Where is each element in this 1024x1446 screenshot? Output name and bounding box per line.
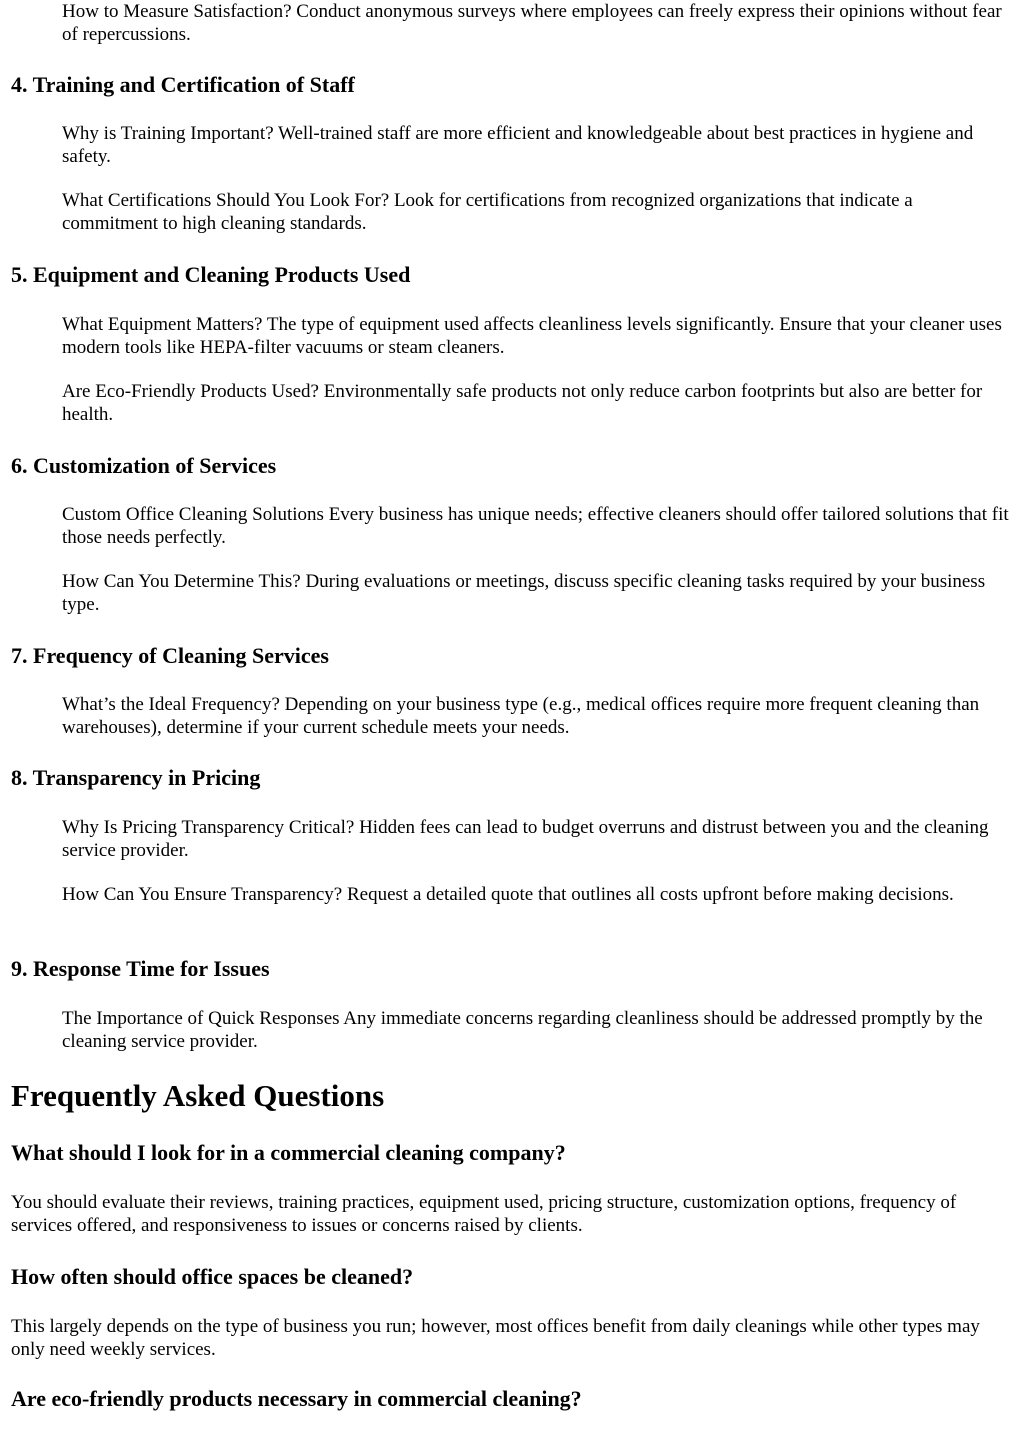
section-paragraph: What’s the Ideal Frequency? Depending on your business type (e.g., medical offices require more frequent cleaning than warehouses), determine if your current schedule meets your needs. (62, 694, 980, 738)
faq-title: Frequently Asked Questions (11, 1078, 385, 1113)
section-heading-customization: 6. Customization of Services (11, 453, 277, 478)
section-heading-frequency: 7. Frequency of Cleaning Services (11, 643, 329, 668)
faq-question: How often should office spaces be cleaned? (11, 1264, 414, 1289)
section-paragraph: What Certifications Should You Look For? Look for certifications from recognized organizations that indicate a commitment to high cleaning standards. (62, 190, 913, 234)
section-paragraph: Are Eco-Friendly Products Used? Environmentally safe products not only reduce carbon footprints but also are better for health. (62, 381, 983, 425)
section-paragraph: Custom Office Cleaning Solutions Every business has unique needs; effective cleaners should offer tailored solutions that fit those needs perfectly. (62, 504, 1009, 548)
section-paragraph: Why is Training Important? Well-trained staff are more efficient and knowledgeable about best practices in hygiene and safety. (62, 123, 974, 167)
section-heading-training: 4. Training and Certification of Staff (11, 72, 355, 97)
section-heading-pricing: 8. Transparency in Pricing (11, 765, 261, 790)
section-paragraph: Why Is Pricing Transparency Critical? Hidden fees can lead to budget overruns and distrust between you and the cleaning service provider. (62, 817, 989, 861)
section-heading-equipment: 5. Equipment and Cleaning Products Used (11, 262, 411, 287)
faq-answer: You should evaluate their reviews, training practices, equipment used, pricing structure, customization options, frequency of services offered, and responsiveness to issues or concerns raised by clients. (11, 1192, 957, 1236)
section-paragraph: The Importance of Quick Responses Any immediate concerns regarding cleanliness should be addressed promptly by the cleaning service provider. (62, 1008, 983, 1052)
faq-question: Are eco-friendly products necessary in commercial cleaning? (11, 1386, 582, 1411)
section-paragraph: How Can You Determine This? During evaluations or meetings, discuss specific cleaning tasks required by your business type. (62, 571, 986, 615)
section-heading-response-time: 9. Response Time for Issues (11, 956, 270, 981)
faq-question: What should I look for in a commercial cleaning company? (11, 1140, 566, 1165)
intro-paragraph: How to Measure Satisfaction? Conduct anonymous surveys where employees can freely express their opinions without fear of repercussions. (62, 1, 1002, 45)
section-paragraph: How Can You Ensure Transparency? Request a detailed quote that outlines all costs upfront before making decisions. (62, 884, 954, 905)
faq-answer: This largely depends on the type of business you run; however, most offices benefit from daily cleanings while other types may only need weekly services. (11, 1316, 980, 1360)
section-paragraph: What Equipment Matters? The type of equipment used affects cleanliness levels significantly. Ensure that your cleaner uses modern tools like HEPA-filter vacuums or steam cleaners. (62, 314, 1002, 358)
